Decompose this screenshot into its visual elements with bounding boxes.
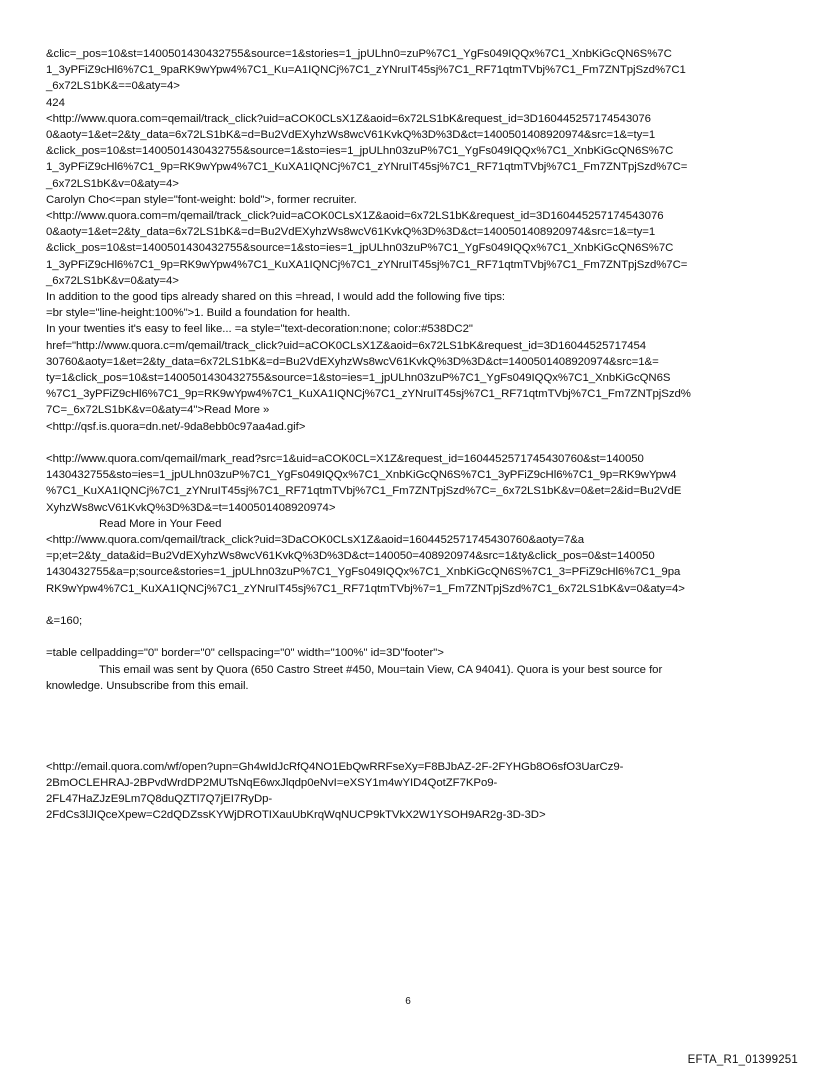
text-line: <http://qsf.is.quora=dn.net/-9da8ebb0c97aa4ad.gif> [46, 420, 306, 433]
text-line: _6x72LS1bK&==0&aty=4> [46, 80, 180, 93]
text-line: 2BmOCLEHRAJ-2BPvdWrdDP2MUTsNqE6wxJlqdp0eNvI=eXSY1m4wYID4QotZF7KPo9- [46, 777, 498, 790]
text-line: In addition to the good tips already shared on this =hread, I would add the following five tips: [46, 291, 506, 304]
blank-line [46, 629, 776, 645]
text-line: 1430432755&sto=ies=1_jpULhn03zuP%7C1_YgFs049IQQx%7C1_XnbKiGcQN6S%7C1_3yPFiZ9cHl6%7C1_9p=RK9wYpw4 [46, 469, 677, 482]
text-line: 30760&aoty=1&et=2&ty_data=6x72LS1bK&=d=Bu2VdEXyhzWs8wcV61KvkQ%3D%3D&ct=1400501408920974&src=1&= [46, 355, 659, 368]
text-line: =table cellpadding="0" border="0" cellspacing="0" width="100%" id=3D"footer"> [46, 647, 444, 660]
read-more-heading: Read More in Your Feed [99, 517, 222, 530]
blank-line [46, 710, 776, 726]
footer-text: This email was sent by Quora (650 Castro Street #450, Mou=tain View, CA 94041). Quora is your best source for [99, 663, 663, 676]
text-line: &clic=_pos=10&st=1400501430432755&source=1&stories=1_jpULhn0=zuP%7C1_YgFs049IQQx%7C1_XnbKiGcQN6S%7C [46, 48, 672, 60]
blank-line [46, 726, 776, 742]
blank-line [46, 694, 776, 710]
text-line: =br style="line-height:100%">1. Build a foundation for health. [46, 307, 351, 320]
text-line: <http://www.quora.com/qemail/track_click?uid=3DaCOK0CLsX1Z&aoid=1604452571745430760&aoty=7&a [46, 534, 585, 547]
document-id: EFTA_R1_01399251 [687, 1054, 798, 1066]
text-line: 2FdCs3lJIQceXpew=C2dQDZssKYWjDROTIXauUbKrqWqNUCP9kTVkX2W1YSOH9AR2g-3D-3D> [46, 809, 546, 822]
text-line: =p;et=2&ty_data&id=Bu2VdEXyhzWs8wcV61KvkQ%3D%3D&ct=140050=408920974&src=1&ty&click_pos=0&st=140050 [46, 550, 655, 563]
text-line: Carolyn Cho<=pan style="font-weight: bold">, former recruiter. [46, 193, 357, 206]
text-line: &=160; [46, 615, 83, 628]
text-line: _6x72LS1bK&v=0&aty=4> [46, 177, 179, 190]
page-number: 6 [405, 996, 411, 1007]
blank-line [46, 597, 776, 613]
text-line: <http://www.quora.com/qemail/mark_read?src=1&uid=aCOK0CL=X1Z&request_id=1604452571745430760&st=140050 [46, 453, 644, 466]
text-line: <http://www.quora.com=m/qemail/track_click?uid=aCOK0CLsX1Z&aoid=6x72LS1bK&request_id=3D160445257174543076 [46, 210, 664, 223]
text-line: 1_3yPFiZ9cHl6%7C1_9paRK9wYpw4%7C1_Ku=A1IQNCj%7C1_zYNruIT45sj%7C1_RF71qtmTVbj%7C1_Fm7ZNTpjSzd%7C1 [46, 64, 686, 77]
text-line: RK9wYpw4%7C1_KuXA1IQNCj%7C1_zYNruIT45sj%7C1_RF71qtmTVbj%7=1_Fm7ZNTpjSzd%7C1_6x72LS1bK&v=0&aty=4> [46, 582, 685, 595]
text-line: href="http://www.quora.c=m/qemail/track_click?uid=aCOK0CLsX1Z&aoid=6x72LS1bK&request_id=3D16044525717454 [46, 339, 647, 352]
text-line: 1_3yPFiZ9cHl6%7C1_9p=RK9wYpw4%7C1_KuXA1IQNCj%7C1_zYNruIT45sj%7C1_RF71qtmTVbj%7C1_Fm7ZNTpjSzd%7C= [46, 258, 688, 271]
text-line: 1430432755&a=p;source&stories=1_jpULhn03zuP%7C1_YgFs049IQQx%7C1_XnbKiGcQN6S%7C1_3=PFiZ9cHl6%7C1_9pa [46, 566, 681, 579]
text-line: In your twenties it's easy to feel like... =a style="text-decoration:none; color:#538DC2" [46, 323, 473, 336]
text-line: _6x72LS1bK&v=0&aty=4> [46, 274, 179, 287]
text-line: 424 [46, 96, 65, 109]
text-line: %7C1_3yPFiZ9cHl6%7C1_9p=RK9wYpw4%7C1_KuXA1IQNCj%7C1_zYNruIT45sj%7C1_RF71qtmTVbj%7C1_Fm7ZNTpjSzd% [46, 388, 691, 401]
document-body [46, 46, 776, 824]
text-line: ty=1&click_pos=10&st=1400501430432755&source=1&sto=ies=1_jpULhn03zuP%7C1_YgFs049IQQx%7C1_XnbKiGcQN6S [46, 372, 671, 385]
blank-line [46, 435, 776, 451]
footer-text: knowledge. Unsubscribe from this email. [46, 679, 249, 692]
text-line: 1_3yPFiZ9cHl6%7C1_9p=RK9wYpw4%7C1_KuXA1IQNCj%7C1_zYNruIT45sj%7C1_RF71qtmTVbj%7C1_Fm7ZNTpjSzd%7C= [46, 161, 688, 174]
text-line: &click_pos=10&st=1400501430432755&source=1&sto=ies=1_jpULhn03zuP%7C1_YgFs049IQQx%7C1_XnbKiGcQN6S%7C [46, 145, 674, 158]
text-line: 0&aoty=1&et=2&ty_data=6x72LS1bK&=d=Bu2VdEXyhzWs8wcV61KvkQ%3D%3D&ct=1400501408920974&src=1&=ty=1 [46, 226, 656, 239]
text-line: 2FL47HaZJzE9Lm7Q8duQZTl7Q7jEI7RyDp- [46, 793, 273, 806]
text-line: XyhzWs8wcV61KvkQ%3D%3D&=t=1400501408920974> [46, 501, 336, 514]
blank-line [46, 743, 776, 759]
text-line: %7C1_KuXA1IQNCj%7C1_zYNruIT45sj%7C1_RF71qtmTVbj%7C1_Fm7ZNTpjSzd%7C=_6x72LS1bK&v=0&et=2&id=Bu2VdE [46, 485, 682, 498]
text-line: <http://www.quora.com=qemail/track_click?uid=aCOK0CLsX1Z&aoid=6x72LS1bK&request_id=3D160445257174543076 [46, 112, 651, 125]
text-line: <http://email.quora.com/wf/open?upn=Gh4wIdJcRfQ4NO1EbQwRRFseXy=F8BJbAZ-2F-2FYHGb8O6sfO3UarCz9- [46, 760, 624, 773]
text-line: 0&aoty=1&et=2&ty_data=6x72LS1bK&=d=Bu2VdEXyhzWs8wcV61KvkQ%3D%3D&ct=1400501408920974&src=1&=ty=1 [46, 129, 656, 142]
text-line: &click_pos=10&st=1400501430432755&source=1&sto=ies=1_jpULhn03zuP%7C1_YgFs049IQQx%7C1_XnbKiGcQN6S%7C [46, 242, 674, 255]
text-line: 7C=_6x72LS1bK&v=0&aty=4">Read More » [46, 404, 270, 417]
